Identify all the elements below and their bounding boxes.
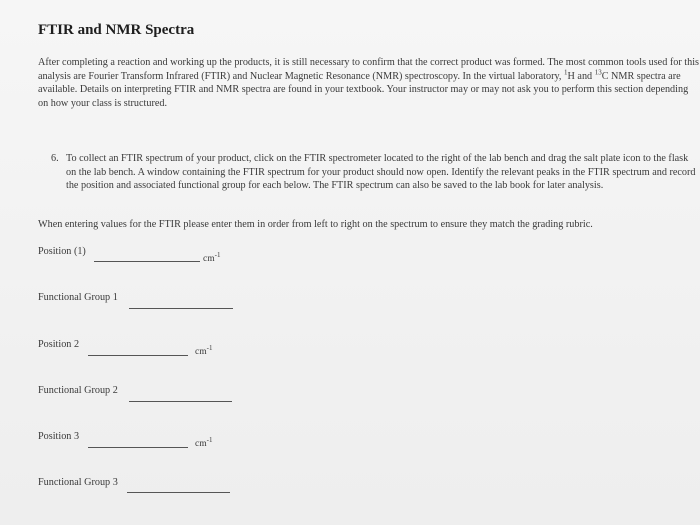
question-6 (51, 152, 696, 193)
intro-paragraph (38, 56, 700, 110)
position-3-label: Position 3 (38, 431, 80, 442)
functional-group-3-label: Functional Group 3 (38, 477, 118, 488)
entry-instructions: When entering values for the FTIR please enter them in order from left to right on the spectrum to ensure they match the grading rubric. (38, 219, 593, 230)
functional-group-2-input[interactable] (129, 401, 232, 402)
intro-text-1: After completing a reaction and working up the products, it is still necessary to confirm that the correct product was formed. The most common tools used for this analysis are Fourier Transform Infrared (FTIR) and Nuclear Magnetic Resonance (NMR) spectroscopy. In the virtual laboratory, (38, 57, 699, 82)
question-text: To collect an FTIR spectrum of your product, click on the FTIR spectrometer located to the right of the lab bench and drag the salt plate icon to the flask on the lab bench. A window containing the FTIR spectrum for your product should now open. Identify the relevant peaks in the FTIR spectrum and record the position and associated functional group for each below. The FTIR spectrum can also be saved to the lab book for later analysis. (66, 153, 696, 191)
position-2-label: Position 2 (38, 339, 80, 350)
position-1-input[interactable] (94, 261, 200, 262)
position-2-unit (195, 344, 212, 357)
question-number: 6. (51, 153, 59, 164)
intro-text-2: H and (567, 70, 595, 82)
unit-base: cm (195, 347, 207, 358)
functional-group-1-input[interactable] (129, 308, 233, 309)
unit-exponent: -1 (206, 436, 213, 444)
unit-exponent: -1 (214, 251, 221, 259)
functional-group-1-label: Functional Group 1 (38, 292, 118, 303)
intro-sup-h: 1 (564, 68, 568, 77)
unit-exponent: -1 (206, 344, 213, 352)
position-2-input[interactable] (88, 355, 188, 356)
position-3-unit (195, 436, 212, 449)
functional-group-2-label: Functional Group 2 (38, 385, 118, 396)
intro-sup-c: 13 (594, 68, 602, 77)
functional-group-3-input[interactable] (127, 492, 230, 493)
unit-base: cm (203, 254, 215, 265)
unit-base: cm (195, 439, 207, 450)
position-1-label: Position (1) (38, 246, 86, 257)
page-title: FTIR and NMR Spectra (38, 22, 195, 38)
intro-text-3: C NMR spectra are available. Details on interpreting FTIR and NMR spectra are found in your textbook. Your instructor may or may not ask you to perform this section depending on how your class is structured. (38, 70, 689, 109)
position-3-input[interactable] (88, 447, 188, 448)
position-1-unit (203, 251, 220, 264)
